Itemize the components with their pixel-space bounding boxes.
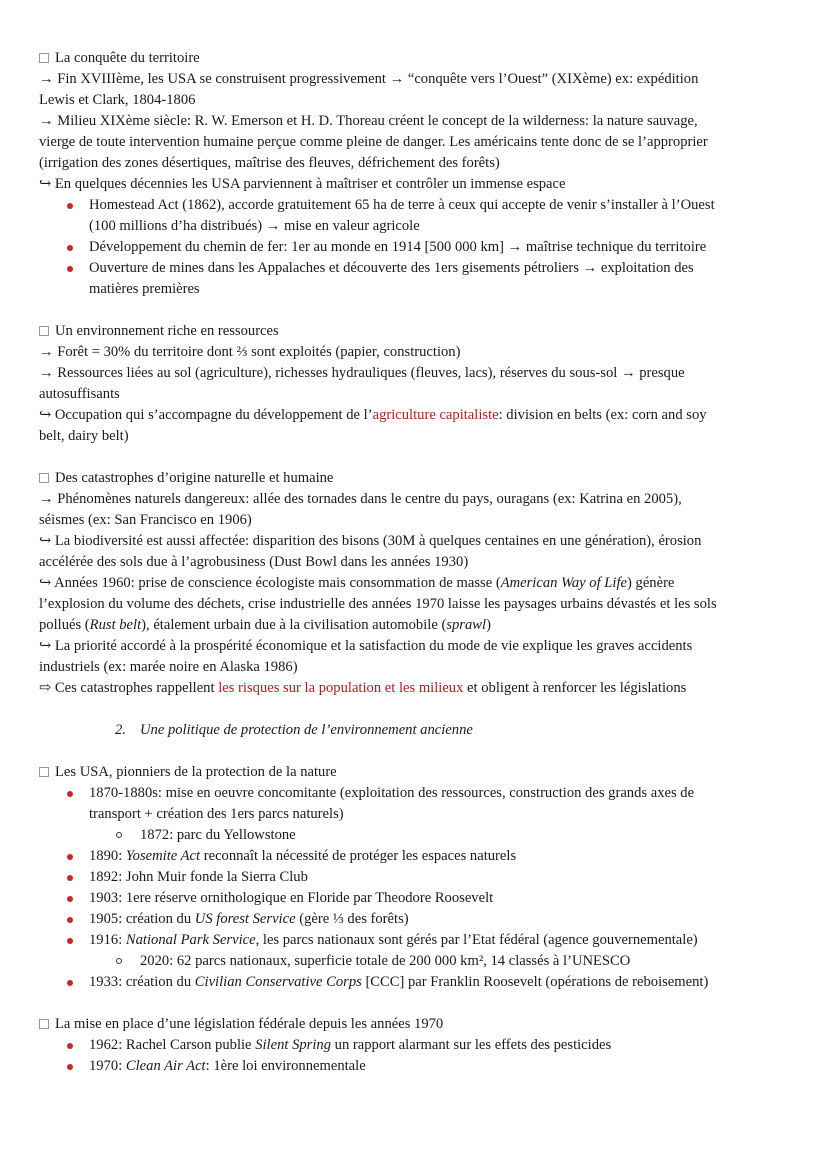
- list-item: 1890: Yosemite Act reconnaît la nécessité de protéger les espaces naturels: [39, 846, 789, 867]
- text-line: → Phénomènes naturels dangereux: allée des tornades dans le centre du pays, ouragans (ex: Katrina en 2005),: [39, 491, 682, 507]
- bullet-icon: [67, 917, 73, 923]
- bullet-list: [39, 1035, 789, 1077]
- highlight-term: les risques sur la population et les milieux: [218, 680, 464, 696]
- bullet-icon: [67, 896, 73, 902]
- bullet-icon: [67, 854, 73, 860]
- list-item: 1970: Clean Air Act: 1ère loi environnementale: [39, 1056, 789, 1077]
- bullet-icon: [67, 203, 73, 209]
- section-heading: Les USA, pionniers de la protection de la nature: [39, 762, 789, 783]
- section-ressources: [39, 321, 789, 447]
- checkbox-icon: [39, 53, 49, 63]
- section-heading: La conquête du territoire: [39, 48, 789, 69]
- text-line: ⇨ Ces catastrophes rappellent les risques sur la population et les milieux et obligent à renforcer les législations: [39, 680, 687, 696]
- list-item: 1962: Rachel Carson publie Silent Spring un rapport alarmant sur les effets des pesticides: [39, 1035, 789, 1056]
- list-item: 1916: National Park Service, les parcs nationaux sont gérés par l’Etat fédéral (agence gouvernementale): [39, 930, 789, 951]
- checkbox-icon: [39, 1019, 49, 1029]
- text-line: Lewis et Clark, 1804-1806: [39, 92, 196, 108]
- bullet-list: [39, 783, 789, 993]
- checkbox-icon: [39, 767, 49, 777]
- section-catastrophes: [39, 468, 789, 699]
- list-item: 1905: création du US forest Service (gère ⅓ des forêts): [39, 909, 789, 930]
- checkbox-icon: [39, 473, 49, 483]
- text-line: pollués (Rust belt), étalement urbain due à la civilisation automobile (sprawl): [39, 617, 491, 633]
- text-line: ↪ Occupation qui s’accompagne du développement de l’agriculture capitaliste: division en belts (ex: corn and soy: [39, 407, 707, 423]
- list-item: 1903: 1ere réserve ornithologique en Floride par Theodore Roosevelt: [39, 888, 789, 909]
- text-line: vierge de toute intervention humaine perçue comme pleine de danger. Les américains tente donc de se l’approprier: [39, 134, 708, 150]
- text-line: autosuffisants: [39, 386, 120, 402]
- text-line: → Forêt = 30% du territoire dont ⅔ sont exploités (papier, construction): [39, 344, 461, 360]
- text-line: ↪ La priorité accordé à la prospérité économique et la satisfaction du mode de vie explique les graves accidents: [39, 638, 693, 654]
- section-heading: Des catastrophes d’origine naturelle et humaine: [39, 468, 789, 489]
- subsection-heading: 2. Une politique de protection de l’environnement ancienne: [115, 722, 473, 738]
- checkbox-icon: [39, 326, 49, 336]
- section-pionniers: [39, 762, 789, 993]
- text-line: ↪ En quelques décennies les USA parviennent à maîtriser et contrôler un immense espace: [39, 176, 566, 192]
- text-line: ↪ La biodiversité est aussi affectée: disparition des bisons (30M à quelques centaines en une génération), érosion: [39, 533, 702, 549]
- bullet-icon: [67, 245, 73, 251]
- bullet-icon: [67, 791, 73, 797]
- sub-bullet-icon: [116, 832, 122, 838]
- text-line: → Ressources liées au sol (agriculture), richesses hydrauliques (fleuves, lacs), réserves du sous-sol → presque: [39, 365, 685, 381]
- bullet-icon: [67, 1043, 73, 1049]
- highlight-term: agriculture capitaliste: [372, 407, 499, 423]
- sub-list-item: 1872: parc du Yellowstone: [39, 825, 789, 846]
- text-line: accélérée des sols due à l’agrobusiness (Dust Bowl dans les années 1930): [39, 554, 469, 570]
- text-line: séismes (ex: San Francisco en 1906): [39, 512, 252, 528]
- bullet-icon: [67, 980, 73, 986]
- bullet-list: [39, 195, 789, 300]
- document-page: [39, 48, 789, 1077]
- sub-bullet-icon: [116, 958, 122, 964]
- section-heading: Un environnement riche en ressources: [39, 321, 789, 342]
- list-item: 1892: John Muir fonde la Sierra Club: [39, 867, 789, 888]
- list-item: 1933: création du Civilian Conservative Corps [CCC] par Franklin Roosevelt (opérations de reboisement): [39, 972, 789, 993]
- list-item: Homestead Act (1862), accorde gratuitement 65 ha de terre à ceux qui accepte de venir s’installer à l’Ouest (100 millions d’ha distribués) → mise en valeur agricole: [39, 195, 789, 237]
- text-line: → Fin XVIIIème, les USA se construisent progressivement → “conquête vers l’Ouest” (XIXème) ex: expédition: [39, 71, 699, 87]
- bullet-icon: [67, 875, 73, 881]
- list-item: Développement du chemin de fer: 1er au monde en 1914 [500 000 km] → maîtrise technique du territoire: [39, 237, 789, 258]
- section-conquete: [39, 48, 789, 300]
- text-line: industriels (ex: marée noire en Alaska 1986): [39, 659, 298, 675]
- bullet-icon: [67, 1064, 73, 1070]
- sub-list-item: 2020: 62 parcs nationaux, superficie totale de 200 000 km², 14 classés à l’UNESCO: [39, 951, 789, 972]
- text-line: belt, dairy belt): [39, 428, 129, 444]
- section-legislation: [39, 1014, 789, 1077]
- text-line: → Milieu XIXème siècle: R. W. Emerson et H. D. Thoreau créent le concept de la wilderness: la nature sauvage,: [39, 113, 698, 129]
- bullet-icon: [67, 938, 73, 944]
- bullet-icon: [67, 266, 73, 272]
- list-item: 1870-1880s: mise en oeuvre concomitante (exploitation des ressources, construction des grands axes de transport + création des 1ers parcs naturels): [39, 783, 789, 825]
- list-item: Ouverture de mines dans les Appalaches et découverte des 1ers gisements pétroliers → exploitation des matières premières: [39, 258, 789, 300]
- text-line: l’explosion du volume des déchets, crise industrielle des années 1970 laisse les paysages urbains dévastés et les sols: [39, 596, 717, 612]
- text-line: ↪ Années 1960: prise de conscience écologiste mais consommation de masse (American Way of Life) génère: [39, 575, 675, 591]
- section-heading: La mise en place d’une législation fédérale depuis les années 1970: [39, 1014, 789, 1035]
- text-line: (irrigation des zones désertiques, maîtrise des fleuves, défrichement des forêts): [39, 155, 500, 171]
